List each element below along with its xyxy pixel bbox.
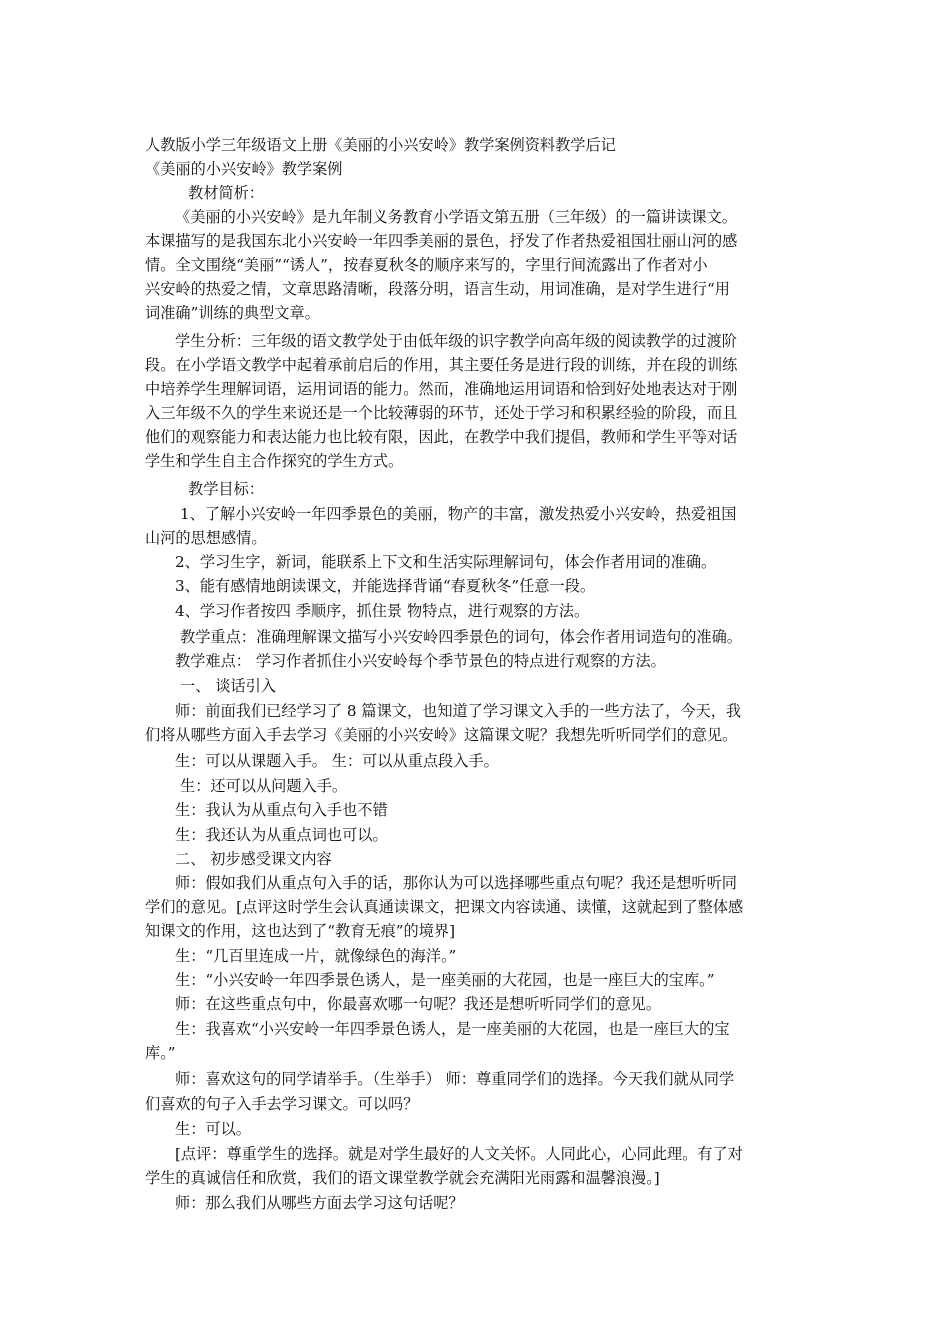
paragraph-line: 入三年级不久的学生来说还是一个比较薄弱的环节，还处于学习和积累经验的阶段，而且 [145, 404, 738, 422]
paragraph-line: [点评：尊重学生的选择。就是对学生最好的人文关怀。人同此心，心同此理。有了对 [175, 1145, 743, 1163]
paragraph-line: 生：我还认为从重点词也可以。 [175, 826, 388, 844]
paragraph-line: 生：可以。 [175, 1120, 251, 1138]
paragraph-line: 《美丽的小兴安岭》是九年制义务教育小学语文第五册（三年级）的一篇讲读课文。 [175, 208, 737, 226]
paragraph-line: 们将从哪些方面入手去学习《美丽的小兴安岭》这篇课文呢？我想先听听同学们的意见。 [145, 726, 738, 744]
paragraph-line: 兴安岭的热爱之情，文章思路清晰，段落分明，语言生动，用词准确，是对学生进行“用 [145, 280, 730, 298]
paragraph-line: 教学难点： 学习作者抓住小兴安岭每个季节景色的特点进行观察的方法。 [175, 652, 666, 670]
paragraph-line: 生：我认为从重点句入手也不错 [175, 801, 388, 819]
paragraph-line: 中培养学生理解词语，运用词语的能力。然而，准确地运用词语和恰到好处地表达对于刚 [145, 380, 738, 398]
paragraph-line: 他们的观察能力和表达能力也比较有限，因此，在教学中我们提倡，教师和学生平等对话 [145, 428, 738, 446]
paragraph-line: 情。全文围绕“美丽”“诱人”，按春夏秋冬的顺序来写的，字里行间流露出了作者对小 [145, 256, 708, 274]
paragraph-line: 师：喜欢这句的同学请举手。（生举手） 师：尊重同学们的选择。今天我们就从同学 [175, 1070, 735, 1088]
paragraph-line: 学们的意见。[点评这时学生会认真通读课文，把课文内容读通、读懂，这就起到了整体感 [145, 898, 744, 916]
section-heading: 一、 谈话引入 [180, 677, 276, 695]
list-item: 1、了解小兴安岭一年四季景色的美丽，物产的丰富，激发热爱小兴安岭，热爱祖国 [180, 505, 737, 523]
paragraph-line: 生：还可以从问题入手。 [180, 777, 348, 795]
section-heading: 教材简析： [188, 184, 264, 202]
paragraph-line: 师：在这些重点句中，你最喜欢哪一句呢？我还是想听听同学们的意见。 [175, 995, 661, 1013]
section-heading: 教学目标： [188, 480, 264, 498]
paragraph-line: 库。” [145, 1044, 176, 1062]
list-item: 3、能有感情地朗读课文，并能选择背诵“春夏秋冬”任意一段。 [175, 577, 596, 595]
list-item: 4、学习作者按四 季顺序，抓住景 物特点，进行观察的方法。 [175, 602, 590, 620]
paragraph-line: 师：假如我们从重点句入手的话，那你认为可以选择哪些重点句呢？我还是想听听同 [175, 874, 737, 892]
document-title: 人教版小学三年级语文上册《美丽的小兴安岭》教学案例资料教学后记 [145, 136, 616, 154]
document-subtitle: 《美丽的小兴安岭》教学案例 [145, 160, 343, 178]
paragraph-line: 教学重点：准确理解课文描写小兴安岭四季景色的词句，体会作者用词造句的准确。 [180, 628, 742, 646]
paragraph-line: 师：那么我们从哪些方面去学习这句话呢？ [175, 1194, 464, 1212]
section-heading: 二、 初步感受课文内容 [175, 850, 332, 868]
paragraph-line: 山河的思想感情。 [145, 529, 267, 547]
list-item: 2、学习生字，新词，能联系上下文和生活实际理解词句，体会作者用词的准确。 [175, 553, 717, 571]
paragraph-line: 师：前面我们已经学习了 8 篇课文，也知道了学习课文入手的一些方法了，今天，我 [175, 702, 742, 720]
paragraph-line: 生：我喜欢“小兴安岭一年四季景色诱人，是一座美丽的大花园，也是一座巨大的宝 [175, 1020, 730, 1038]
paragraph-line: 段。在小学语文教学中起着承前启后的作用，其主要任务是进行段的训练，并在段的训练 [145, 356, 738, 374]
paragraph-line: 生：“几百里连成一片，就像绿色的海洋。” [175, 947, 457, 965]
paragraph-line: 学生和学生自主合作探究的学生方式。 [145, 452, 404, 470]
paragraph-line: 知课文的作用，这也达到了“教育无痕”的境界] [145, 922, 456, 940]
paragraph-line: 学生分析：三年级的语文教学处于由低年级的识字教学向高年级的阅读教学的过渡阶 [175, 332, 737, 350]
paragraph-line: 生：“小兴安岭一年四季景色诱人，是一座美丽的大花园，也是一座巨大的宝库。” [175, 971, 715, 989]
paragraph-line: 本课描写的是我国东北小兴安岭一年四季美丽的景色，抒发了作者热爱祖国壮丽山河的感 [145, 232, 738, 250]
paragraph-line: 们喜欢的句子入手去学习课文。可以吗？ [145, 1095, 419, 1113]
paragraph-line: 学生的真诚信任和欣赏，我们的语文课堂教学就会充满阳光雨露和温馨浪漫。] [145, 1169, 660, 1187]
paragraph-line: 生：可以从课题入手。 生：可以从重点段入手。 [175, 752, 499, 770]
paragraph-line: 词准确”训练的典型文章。 [145, 304, 320, 322]
